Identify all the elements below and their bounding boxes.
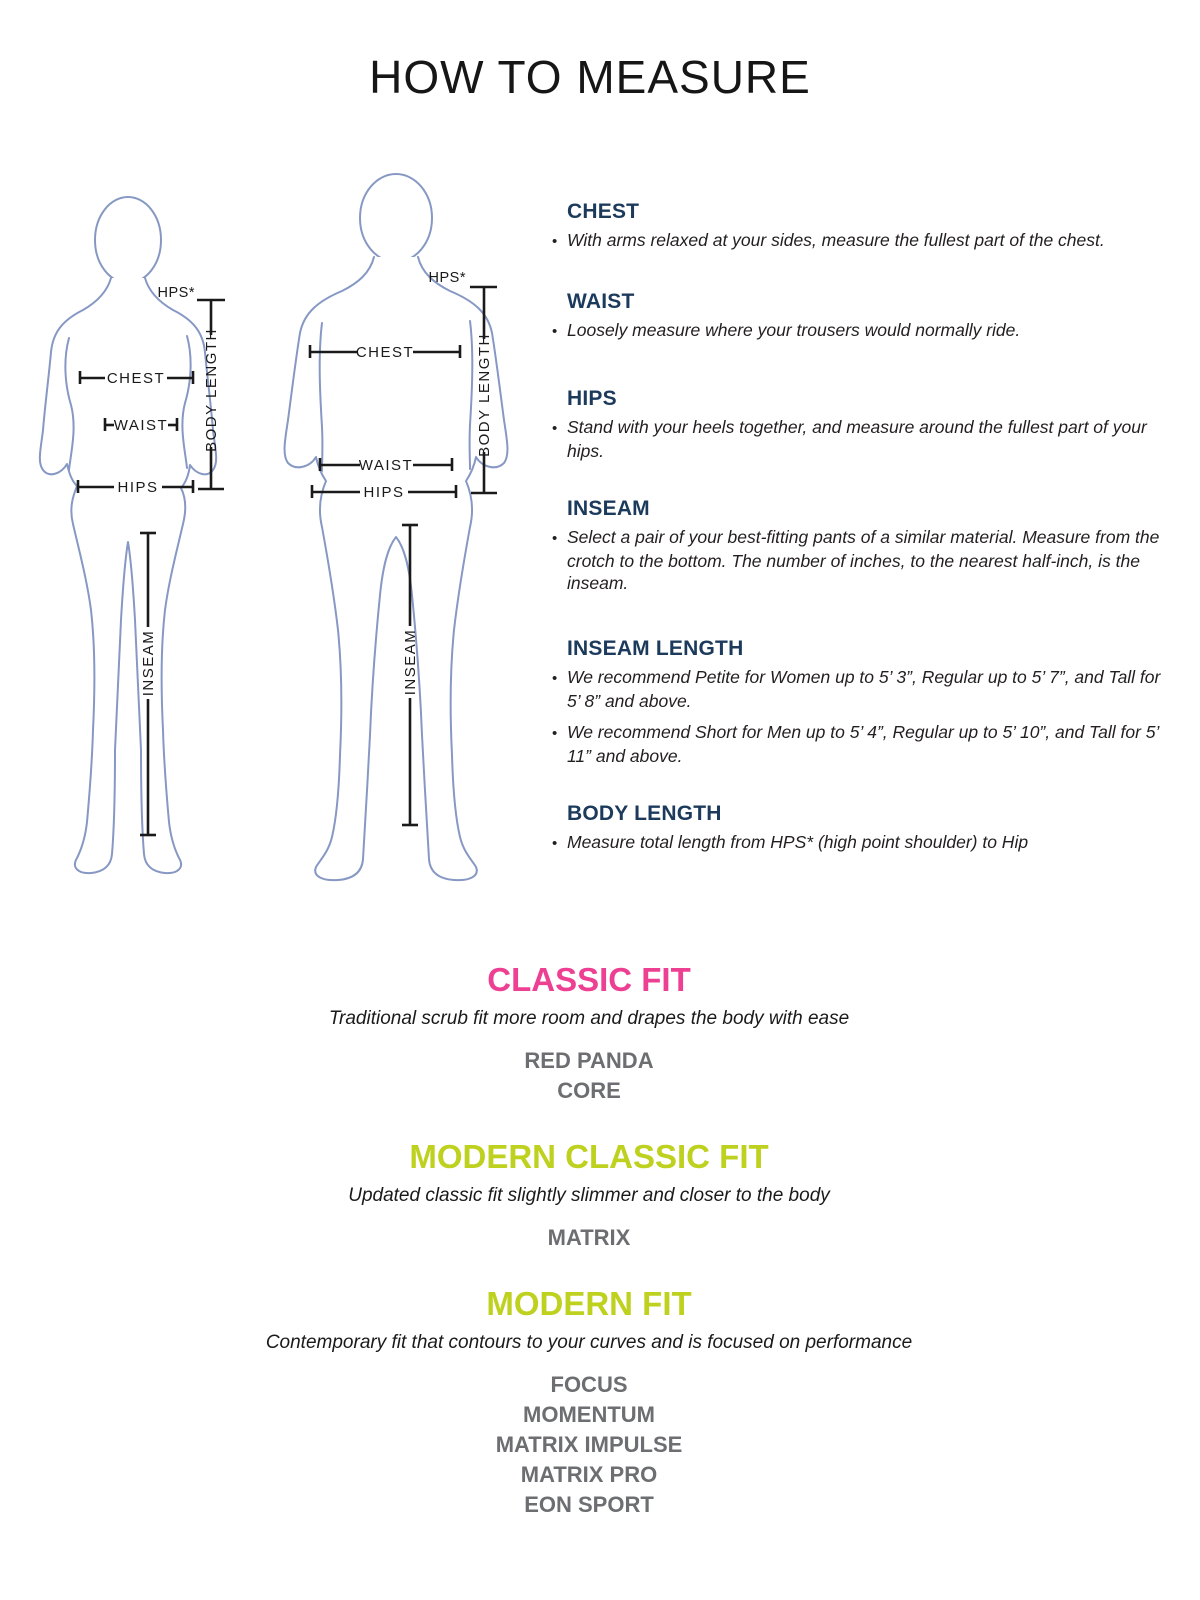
bullet-text: We recommend Short for Men up to 5’ 4”, Regular up to 5’ 10”, and Tall for 5’ 11” and above. <box>567 722 1159 766</box>
bullet-dot: • <box>552 420 558 437</box>
male-chest-label: CHEST <box>355 344 415 361</box>
male-body-length-label: BODY LENGTH <box>476 333 493 457</box>
bullet-text: Measure total length from HPS* (high point shoulder) to Hip <box>567 832 1029 852</box>
product-line: MATRIX PRO <box>520 1462 658 1487</box>
female-inseam-label: INSEAM <box>140 629 157 697</box>
inseam-heading: INSEAM <box>567 497 650 520</box>
product-line: MOMENTUM <box>523 1402 655 1427</box>
modern-fit-description: Contemporary fit that contours to your curves and is focused on performance <box>265 1332 913 1353</box>
bullet-text: Loosely measure where your trousers would normally ride. <box>567 320 1021 340</box>
body-length-section <box>552 802 1166 864</box>
male-waist-label: WAIST <box>358 457 414 474</box>
classic-fit-description: Traditional scrub fit more room and drapes the body with ease <box>328 1008 850 1029</box>
chest-section <box>552 200 1166 262</box>
male-figure-diagram <box>270 165 534 885</box>
product-line: MATRIX <box>547 1225 631 1250</box>
product-line: MATRIX IMPULSE <box>495 1432 683 1457</box>
classic-fit-lines <box>0 1046 1178 1106</box>
classic-fit-section <box>0 963 1178 1106</box>
bullet-dot: • <box>552 670 558 687</box>
modern-fit-lines <box>0 1370 1178 1520</box>
bullet-dot: • <box>552 233 558 250</box>
inseam-section <box>552 497 1166 603</box>
modern-classic-fit-description: Updated classic fit slightly slimmer and closer to the body <box>348 1185 830 1206</box>
hips-section <box>552 387 1166 471</box>
product-line: RED PANDA <box>524 1048 654 1073</box>
product-line: FOCUS <box>550 1372 628 1397</box>
modern-fit-title: MODERN FIT <box>486 1285 692 1322</box>
bullet-dot: • <box>552 323 558 340</box>
male-hips-label: HIPS <box>363 484 405 501</box>
inseam-length-section <box>552 637 1166 776</box>
fit-guide <box>0 963 1178 1554</box>
waist-section <box>552 290 1166 352</box>
male-inseam-label: INSEAM <box>402 628 419 696</box>
measurement-bullet <box>552 526 1166 594</box>
inseam-length-heading: INSEAM LENGTH <box>567 637 744 660</box>
female-body-length-label: BODY LENGTH <box>203 328 220 452</box>
female-hps-label: HPS* <box>157 285 195 301</box>
measurement-bullet <box>552 666 1166 712</box>
female-hips-label: HIPS <box>117 479 159 496</box>
female-figure-diagram <box>35 190 270 890</box>
body-length-heading: BODY LENGTH <box>567 802 722 825</box>
hips-heading: HIPS <box>567 387 617 410</box>
classic-fit-title: CLASSIC FIT <box>487 961 691 998</box>
bullet-dot: • <box>552 835 558 852</box>
measurement-bullet <box>552 319 1166 343</box>
measurement-bullet <box>552 831 1166 855</box>
bullet-text: Stand with your heels together, and measure around the fullest part of your hips. <box>567 417 1147 461</box>
bullet-dot: • <box>552 725 558 742</box>
female-waist-measure <box>105 417 177 434</box>
waist-heading: WAIST <box>567 290 635 313</box>
modern-classic-fit-section <box>0 1140 1178 1253</box>
bullet-text: Select a pair of your best-fitting pants of a similar material. Measure from the crotch to the bottom. The number of inches, to the nearest half-inch, is the inseam. <box>567 527 1160 593</box>
male-head-outline <box>360 174 432 262</box>
female-head-outline <box>95 197 161 283</box>
modern-fit-section <box>0 1287 1178 1520</box>
product-line: CORE <box>557 1078 621 1103</box>
product-line: EON SPORT <box>524 1492 654 1517</box>
page-title: HOW TO MEASURE <box>369 51 811 103</box>
modern-classic-fit-lines <box>0 1223 1178 1253</box>
female-waist-label: WAIST <box>113 417 169 434</box>
bullet-dot: • <box>552 530 558 547</box>
modern-classic-fit-title: MODERN CLASSIC FIT <box>409 1138 769 1175</box>
chest-heading: CHEST <box>567 200 640 223</box>
bullet-text: We recommend Petite for Women up to 5’ 3”, Regular up to 5’ 7”, and Tall for 5’ 8” and above. <box>567 667 1161 711</box>
measurement-bullet <box>552 229 1166 253</box>
bullet-text: With arms relaxed at your sides, measure the fullest part of the chest. <box>567 230 1105 250</box>
male-hps-label: HPS* <box>428 270 466 286</box>
female-chest-label: CHEST <box>106 370 166 387</box>
measurement-bullet <box>552 721 1166 767</box>
measurement-bullet <box>552 416 1166 462</box>
